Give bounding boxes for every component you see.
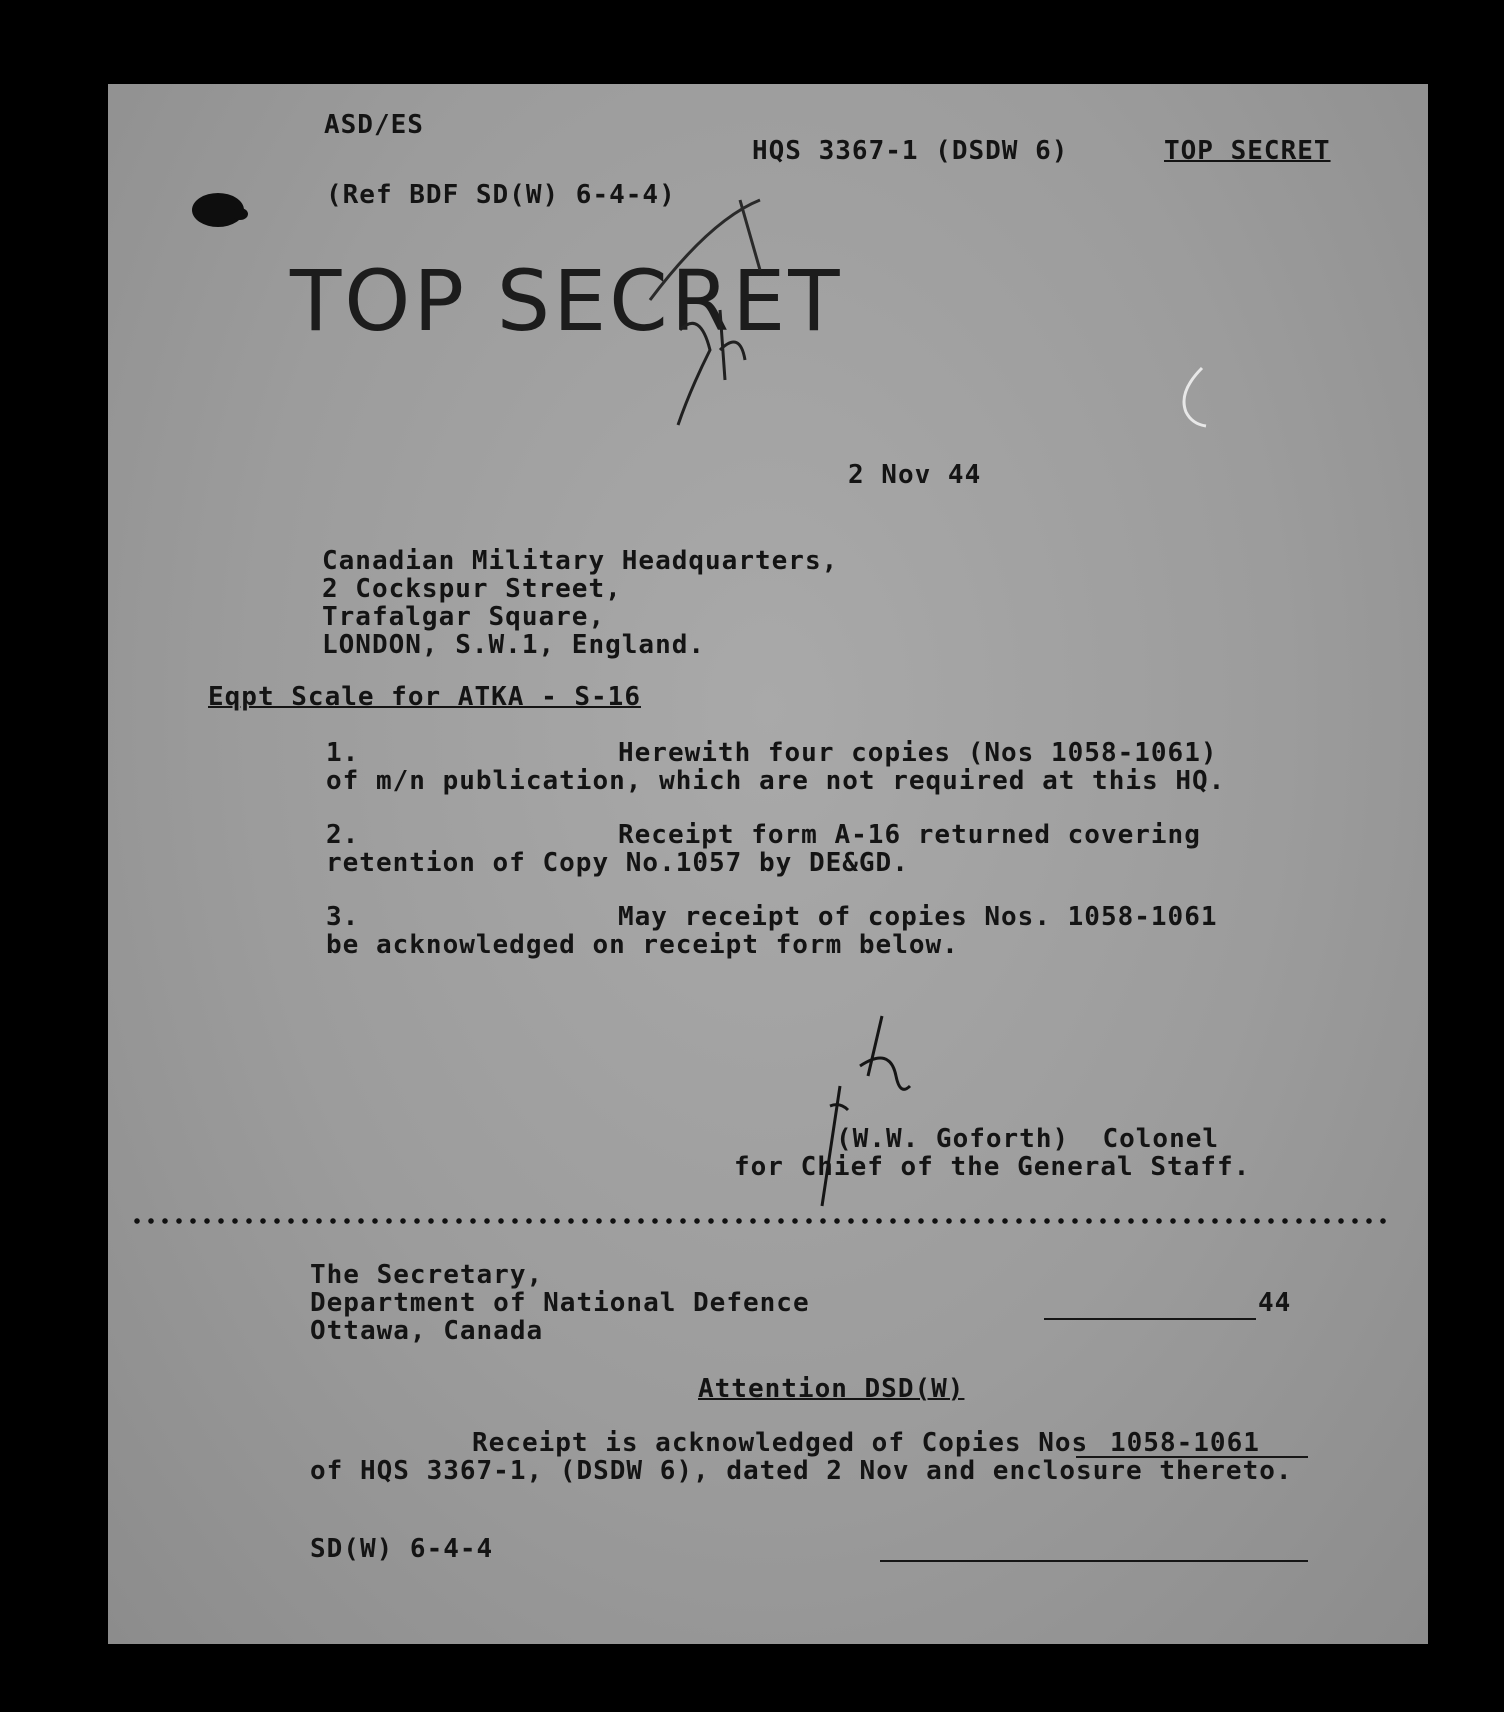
paragraph-3-line-1: May receipt of copies Nos. 1058-1061	[618, 902, 1218, 932]
subject-heading: Eqpt Scale for ATKA - S-16	[208, 682, 641, 712]
paragraph-2-line-2: retention of Copy No.1057 by DE&GD.	[326, 848, 909, 878]
receipt-addressee-3: Ottawa, Canada	[310, 1316, 544, 1346]
letter-date: 2 Nov 44	[848, 460, 982, 490]
attention-line: Attention DSD(W)	[698, 1374, 965, 1404]
address-line-1: Canadian Military Headquarters,	[322, 546, 839, 576]
paragraph-3-number: 3.	[326, 902, 360, 932]
receipt-copies-filled: 1058-1061	[1110, 1428, 1260, 1458]
classification-label: TOP SECRET	[1164, 136, 1331, 166]
paragraph-1-number: 1.	[326, 738, 360, 768]
signature-blank-line	[880, 1560, 1308, 1562]
handwritten-annotation	[640, 180, 900, 440]
paragraph-2-line-1: Receipt form A-16 returned covering	[618, 820, 1201, 850]
paragraph-2-number: 2.	[326, 820, 360, 850]
receipt-body-line-2: of HQS 3367-1, (DSDW 6), dated 2 Nov and enclosure thereto.	[310, 1456, 1293, 1486]
receipt-year: 44	[1258, 1288, 1292, 1318]
top-secret-stamp: TOP SECRET	[290, 252, 843, 350]
reference-line: (Ref BDF SD(W) 6-4-4)	[326, 180, 676, 210]
address-line-3: Trafalgar Square,	[322, 602, 606, 632]
handwritten-signature	[800, 1006, 980, 1216]
receipt-body-prefix: Receipt is acknowledged of Copies Nos	[472, 1428, 1089, 1458]
address-line-2: 2 Cockspur Street,	[322, 574, 622, 604]
date-blank-line	[1044, 1318, 1256, 1320]
receipt-addressee-1: The Secretary,	[310, 1260, 544, 1290]
signatory-name: (W.W. Goforth) Colonel	[836, 1124, 1220, 1154]
receipt-footer-reference: SD(W) 6-4-4	[310, 1534, 494, 1564]
receipt-addressee-2: Department of National Defence	[310, 1288, 810, 1318]
address-line-4: LONDON, S.W.1, England.	[322, 630, 706, 660]
ink-blot	[186, 188, 256, 232]
tear-off-perforation	[130, 1218, 1390, 1224]
paragraph-3-line-2: be acknowledged on receipt form below.	[326, 930, 959, 960]
margin-bracket	[1172, 362, 1212, 432]
file-number: HQS 3367-1 (DSDW 6)	[752, 136, 1069, 166]
paragraph-1-line-2: of m/n publication, which are not required at this HQ.	[326, 766, 1226, 796]
paragraph-1-line-1: Herewith four copies (Nos 1058-1061)	[618, 738, 1218, 768]
reference-initials: ASD/ES	[324, 110, 424, 140]
signatory-title: for Chief of the General Staff.	[734, 1152, 1251, 1182]
